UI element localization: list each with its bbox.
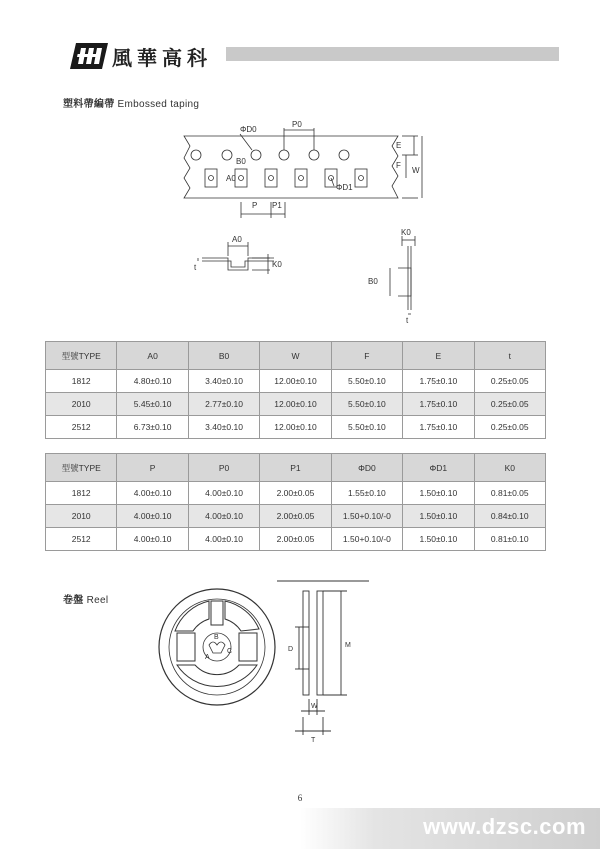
table-row bbox=[46, 505, 546, 528]
table-header-cell: 型號TYPE bbox=[46, 454, 117, 482]
label-e: E bbox=[396, 141, 402, 150]
spec-table-1 bbox=[45, 341, 546, 439]
table-cell: 0.25±0.05 bbox=[474, 416, 545, 439]
table-cell: 4.00±0.10 bbox=[188, 528, 259, 551]
table-row bbox=[46, 416, 546, 439]
table-header-cell: W bbox=[260, 342, 331, 370]
table-row bbox=[46, 482, 546, 505]
table-cell: 5.50±0.10 bbox=[331, 393, 402, 416]
watermark-text: www.dzsc.com bbox=[423, 814, 586, 839]
reel-title-cn: 卷盤 bbox=[63, 595, 84, 606]
company-logo-icon bbox=[70, 43, 108, 69]
reel-diagram bbox=[155, 575, 385, 745]
table-cell: 1.75±0.10 bbox=[403, 370, 474, 393]
table-cell: 4.00±0.10 bbox=[188, 505, 259, 528]
table-cell: 2.00±0.05 bbox=[260, 528, 331, 551]
table-cell: 1.75±0.10 bbox=[403, 393, 474, 416]
table-cell: 3.40±0.10 bbox=[188, 370, 259, 393]
table-cell: 1.50+0.10/-0 bbox=[331, 505, 402, 528]
table-row bbox=[46, 528, 546, 551]
table-cell: 1.75±0.10 bbox=[403, 416, 474, 439]
table-cell: 0.25±0.05 bbox=[474, 393, 545, 416]
table-header-cell: t bbox=[474, 342, 545, 370]
table-header-cell: 型號TYPE bbox=[46, 342, 117, 370]
table-cell: 4.00±0.10 bbox=[117, 528, 188, 551]
label-k0-side: K0 bbox=[401, 228, 411, 237]
reel-title-en: Reel bbox=[86, 595, 109, 606]
label-k0-section: K0 bbox=[272, 260, 282, 269]
table-cell: 2.00±0.05 bbox=[260, 482, 331, 505]
reel-label-c: C bbox=[227, 648, 233, 655]
label-f: F bbox=[396, 161, 401, 170]
label-t-side: t bbox=[406, 316, 409, 325]
table-header-cell: P1 bbox=[260, 454, 331, 482]
table-header-cell: F bbox=[331, 342, 402, 370]
taping-diagram bbox=[170, 118, 440, 338]
table-header-row bbox=[46, 342, 546, 370]
reel-label-a: A bbox=[205, 654, 210, 661]
table-cell: 3.40±0.10 bbox=[188, 416, 259, 439]
label-a0-section: A0 bbox=[232, 235, 242, 244]
table-header-cell: ΦD0 bbox=[331, 454, 402, 482]
taping-title-en: Embossed taping bbox=[117, 99, 200, 110]
label-p1: P1 bbox=[272, 201, 282, 210]
page-number: 6 bbox=[297, 793, 303, 803]
table-header-cell: E bbox=[403, 342, 474, 370]
label-t-section: t bbox=[194, 263, 197, 272]
table-cell: 4.00±0.10 bbox=[188, 482, 259, 505]
label-phi-d0: ΦD0 bbox=[240, 125, 257, 134]
table-cell: 1.50±0.10 bbox=[403, 528, 474, 551]
table-cell: 1812 bbox=[46, 482, 117, 505]
reel-label-b: B bbox=[214, 634, 219, 641]
table-cell: 2.00±0.05 bbox=[260, 505, 331, 528]
table-cell: 2.77±0.10 bbox=[188, 393, 259, 416]
table-cell: 12.00±0.10 bbox=[260, 416, 331, 439]
reel-label-m: M bbox=[345, 642, 351, 649]
taping-title-cn: 塑料帶編帶 bbox=[63, 99, 115, 110]
header-bar bbox=[226, 47, 559, 61]
taping-section-title bbox=[63, 95, 199, 110]
table-cell: 1812 bbox=[46, 370, 117, 393]
table-header-cell: P0 bbox=[188, 454, 259, 482]
reel-section-title bbox=[63, 591, 108, 606]
spec-table-2 bbox=[45, 453, 546, 551]
table-cell: 1.50+0.10/-0 bbox=[331, 528, 402, 551]
label-p0: P0 bbox=[292, 120, 302, 129]
table-header-cell: B0 bbox=[188, 342, 259, 370]
table-header-cell: A0 bbox=[117, 342, 188, 370]
table-cell: 2512 bbox=[46, 528, 117, 551]
reel-label-w: W bbox=[311, 703, 318, 710]
table-cell: 0.81±0.05 bbox=[474, 482, 545, 505]
table-row bbox=[46, 393, 546, 416]
table-header-cell: ΦD1 bbox=[403, 454, 474, 482]
label-a0: A0 bbox=[226, 174, 236, 183]
table-cell: 4.00±0.10 bbox=[117, 482, 188, 505]
label-p: P bbox=[252, 201, 258, 210]
table-cell: 1.50±0.10 bbox=[403, 505, 474, 528]
label-b0-side: B0 bbox=[368, 277, 378, 286]
table-cell: 12.00±0.10 bbox=[260, 393, 331, 416]
reel-label-t: T bbox=[311, 737, 316, 744]
table-cell: 4.00±0.10 bbox=[117, 505, 188, 528]
table-cell: 5.50±0.10 bbox=[331, 416, 402, 439]
table-cell: 0.84±0.10 bbox=[474, 505, 545, 528]
label-b0: B0 bbox=[236, 157, 246, 166]
table-cell: 1.50±0.10 bbox=[403, 482, 474, 505]
table-header-row bbox=[46, 454, 546, 482]
table-cell: 5.45±0.10 bbox=[117, 393, 188, 416]
table-header-cell: K0 bbox=[474, 454, 545, 482]
table-header-cell: P bbox=[117, 454, 188, 482]
table-row bbox=[46, 370, 546, 393]
table-cell: 2010 bbox=[46, 505, 117, 528]
table-cell: 4.80±0.10 bbox=[117, 370, 188, 393]
table-cell: 2010 bbox=[46, 393, 117, 416]
table-cell: 0.25±0.05 bbox=[474, 370, 545, 393]
table-cell: 5.50±0.10 bbox=[331, 370, 402, 393]
table-cell: 1.55±0.10 bbox=[331, 482, 402, 505]
brand-name: 風華高科 bbox=[112, 46, 212, 70]
reel-label-d: D bbox=[288, 646, 294, 653]
table-cell: 0.81±0.10 bbox=[474, 528, 545, 551]
table-cell: 12.00±0.10 bbox=[260, 370, 331, 393]
label-w: W bbox=[412, 166, 420, 175]
table-cell: 6.73±0.10 bbox=[117, 416, 188, 439]
label-phi-d1: ΦD1 bbox=[336, 183, 353, 192]
table-cell: 2512 bbox=[46, 416, 117, 439]
